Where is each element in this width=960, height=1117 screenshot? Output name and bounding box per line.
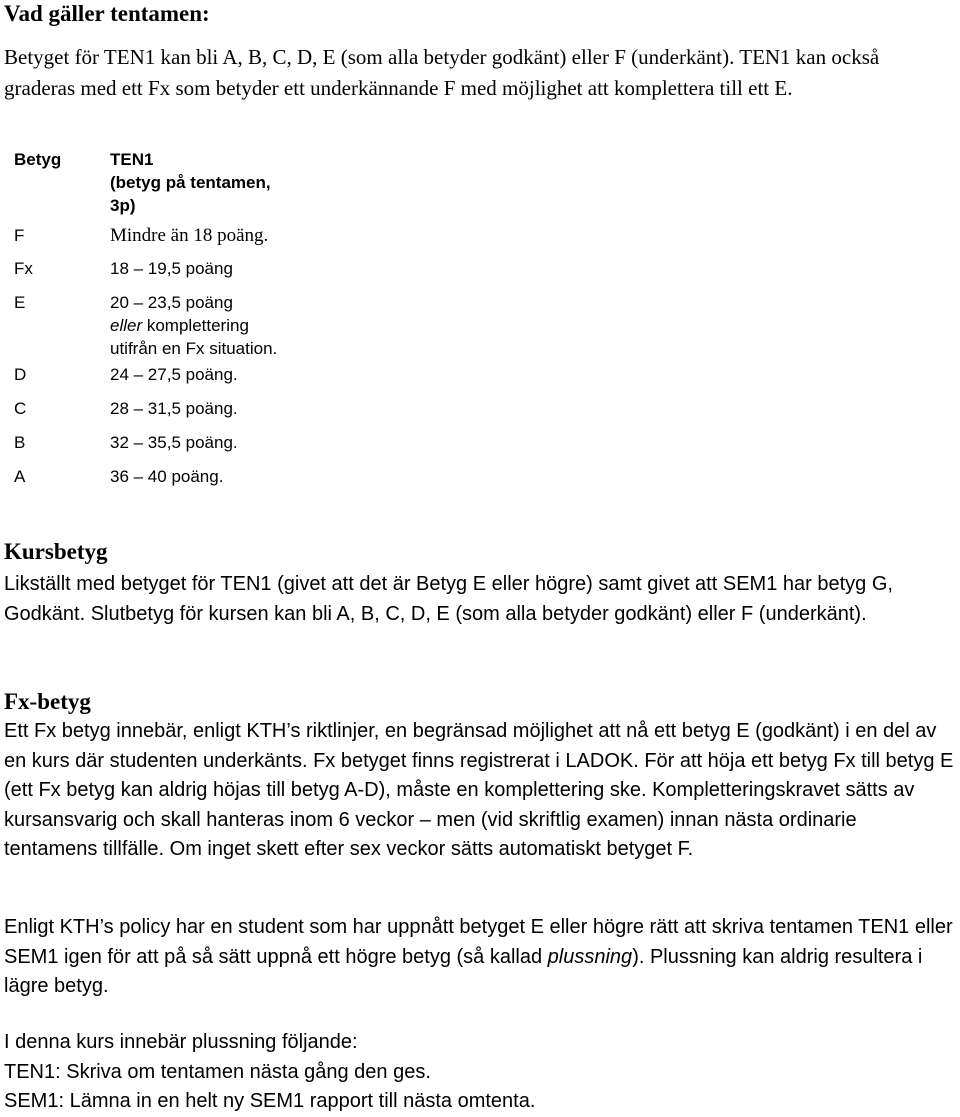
grade-table: [4, 148, 404, 499]
denna-kurs-line: TEN1: Skriva om tentamen nästa gång den ges.: [4, 1060, 431, 1083]
plussning-term: plussning: [547, 945, 633, 968]
fxbetyg-heading: Fx-betyg: [4, 689, 91, 714]
points-cell: 32 – 35,5 poäng.: [110, 433, 238, 452]
kursbetyg-paragraph: Likställt med betyget för TEN1 (givet att det är Betyg E eller högre) samt givet att SEM1 har betyg G, Godkänt. Slutbetyg för kursen kan bli A, B, C, D, E (som alla betyder godkänt) eller F (underkänt).: [4, 573, 893, 625]
denna-kurs-line: SEM1: Lämna in en helt ny SEM1 rapport till nästa omtenta.: [4, 1090, 536, 1112]
points-text: utifrån en Fx situation.: [110, 339, 278, 358]
grade-row-c: [4, 397, 404, 431]
ten1-header-line: 3p): [110, 196, 136, 215]
grade-row-f: [4, 224, 404, 257]
grade-cell: B: [14, 433, 26, 452]
kursbetyg-heading: Kursbetyg: [4, 539, 108, 564]
points-cell: 24 – 27,5 poäng.: [110, 365, 238, 384]
grade-cell: Fx: [14, 259, 33, 278]
intro-paragraph: Betyget för TEN1 kan bli A, B, C, D, E (som alla betyder godkänt) eller F (underkänt). TEN1 kan också graderas med ett Fx som betyder ett underkännande F med möjlighet att komplettera till ett E.: [4, 45, 880, 100]
ten1-header-line: TEN1: [110, 150, 154, 169]
plussning-paragraph: [4, 913, 954, 1002]
points-emphasis: eller: [110, 316, 143, 335]
ten1-column-header: [110, 148, 404, 224]
grade-cell: A: [14, 467, 26, 486]
grade-column-header: Betyg: [14, 150, 62, 169]
points-cell: [110, 291, 404, 363]
grade-row-e: [4, 291, 404, 363]
points-cell: 18 – 19,5 poäng: [110, 259, 233, 278]
grade-cell: E: [14, 293, 26, 312]
points-cell: 36 – 40 poäng.: [110, 467, 224, 486]
grade-table-header-row: [4, 148, 404, 224]
grade-row-b: [4, 431, 404, 465]
points-cell: Mindre än 18 poäng.: [110, 225, 269, 246]
grade-cell: D: [14, 365, 27, 384]
plussning-text: ). Plussning kan aldrig resultera i lägre betyg.: [4, 945, 923, 997]
points-cell: 28 – 31,5 poäng.: [110, 399, 238, 418]
grade-cell: F: [14, 226, 25, 245]
points-text: 20 – 23,5 poäng: [110, 293, 233, 312]
grade-row-fx: [4, 257, 404, 291]
plussning-text: Enligt KTH’s policy har en student som har uppnått betyget E eller högre rätt att skriva tentamen TEN1 eller SEM1 igen för att på så sätt uppnå ett högre betyg (så kallad: [4, 916, 953, 968]
fxbetyg-paragraph: Ett Fx betyg innebär, enligt KTH’s riktlinjer, en begränsad möjlighet att nå ett betyg E (godkänt) i en del av en kurs där studenten underkänts. Fx betyget finns registrerat i LADOK. För att höja ett betyg Fx till betyg E (ett Fx betyg kan aldrig höjas till betyg A-D), måste en komplettering ske. Kompletteringskravet sätts av kursansvarig och skall hanteras inom 6 veckor – men (vid skriftlig examen) innan nästa ordinarie tentamens tillfälle. Om inget skett efter sex veckor sätts automatiskt betyget F.: [4, 720, 954, 860]
grade-row-a: [4, 465, 404, 499]
denna-kurs-line: I denna kurs innebär plussning följande:: [4, 1031, 358, 1053]
ten1-header-line: (betyg på tentamen,: [110, 173, 271, 192]
grade-cell: C: [14, 399, 27, 418]
grade-row-d: [4, 363, 404, 397]
page-title: Vad gäller tentamen:: [4, 1, 210, 26]
denna-kurs-block: [4, 1028, 954, 1117]
points-text: komplettering: [142, 316, 249, 335]
